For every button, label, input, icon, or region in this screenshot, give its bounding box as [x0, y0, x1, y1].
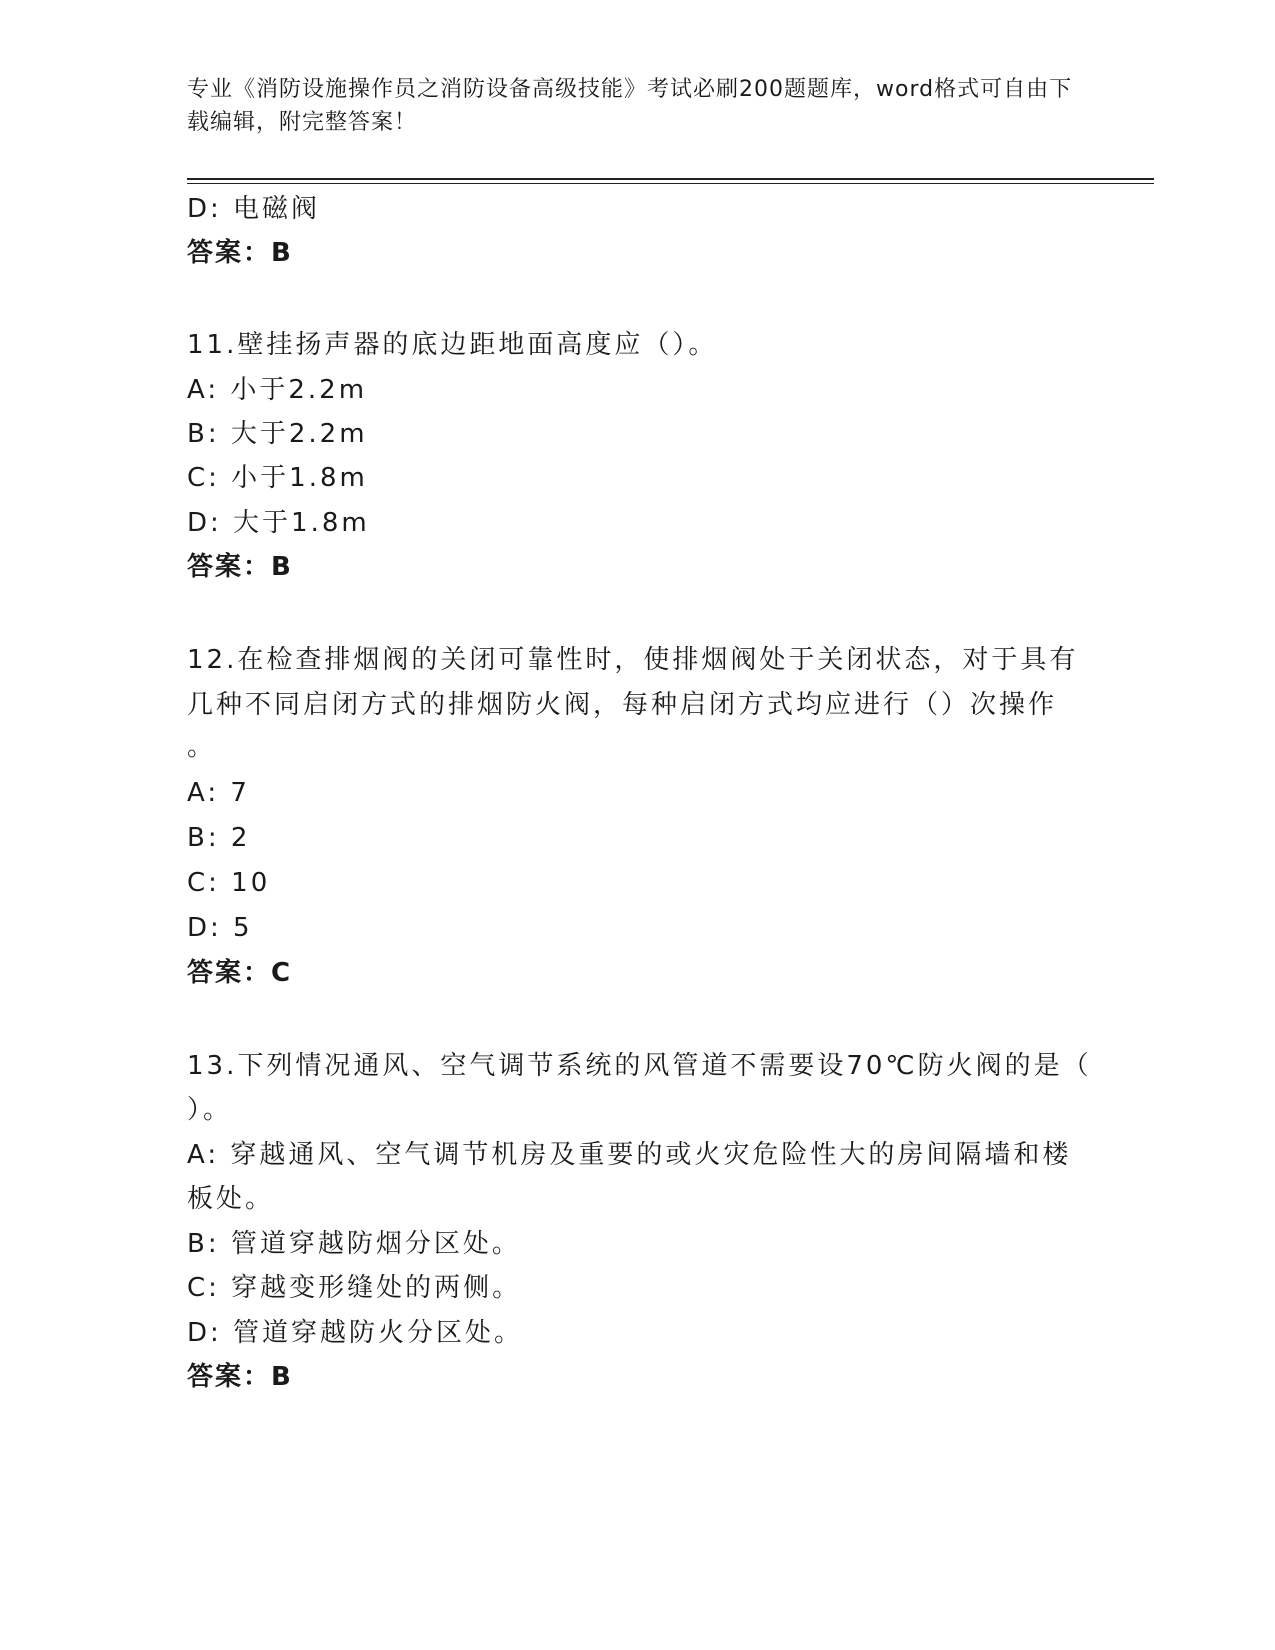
q13-option-a-line1: A: 穿越通风、空气调节机房及重要的或火灾危险性大的房间隔墙和楼: [187, 1140, 1072, 1170]
q11-option-c: C: 小于1.8m: [187, 463, 368, 493]
q12-answer: 答案：C: [187, 958, 293, 988]
q12-option-d: D: 5: [187, 913, 253, 943]
q13-option-a-line2: 板处。: [187, 1184, 275, 1214]
header-rule-thick: [187, 178, 1154, 180]
q12-stem-line3: 。: [187, 732, 217, 762]
q11-option-b: B: 大于2.2m: [187, 419, 368, 449]
q12-option-b: B: 2: [187, 823, 251, 853]
document-header: 专业《消防设施操作员之消防设备高级技能》考试必刷200题题库，word格式可自由下载编辑，附完整答案！: [187, 77, 1073, 135]
prev-option-d: D: 电磁阀: [187, 194, 321, 224]
q11-option-a: A: 小于2.2m: [187, 375, 368, 405]
header-rule-thin: [187, 183, 1154, 184]
q12-stem-line1: 12.在检查排烟阀的关闭可靠性时，使排烟阀处于关闭状态，对于具有: [187, 645, 1079, 675]
q13-option-d: D: 管道穿越防火分区处。: [187, 1318, 524, 1348]
q12-option-a: A: 7: [187, 778, 250, 808]
q11-option-d: D: 大于1.8m: [187, 508, 370, 538]
q13-answer: 答案：B: [187, 1362, 293, 1392]
q13-option-b: B: 管道穿越防烟分区处。: [187, 1229, 521, 1259]
q12-option-c: C: 10: [187, 868, 271, 898]
q13-stem-line1: 13.下列情况通风、空气调节系统的风管道不需要设70℃防火阀的是（: [187, 1051, 1092, 1081]
q13-stem-line2: ）。: [187, 1095, 233, 1125]
prev-answer: 答案：B: [187, 238, 293, 268]
q11-answer: 答案：B: [187, 552, 293, 582]
q11-stem: 11.壁挂扬声器的底边距地面高度应（）。: [187, 330, 718, 360]
q13-option-c: C: 穿越变形缝处的两侧。: [187, 1273, 522, 1303]
q12-stem-line2: 几种不同启闭方式的排烟防火阀，每种启闭方式均应进行（）次操作: [187, 690, 1058, 720]
